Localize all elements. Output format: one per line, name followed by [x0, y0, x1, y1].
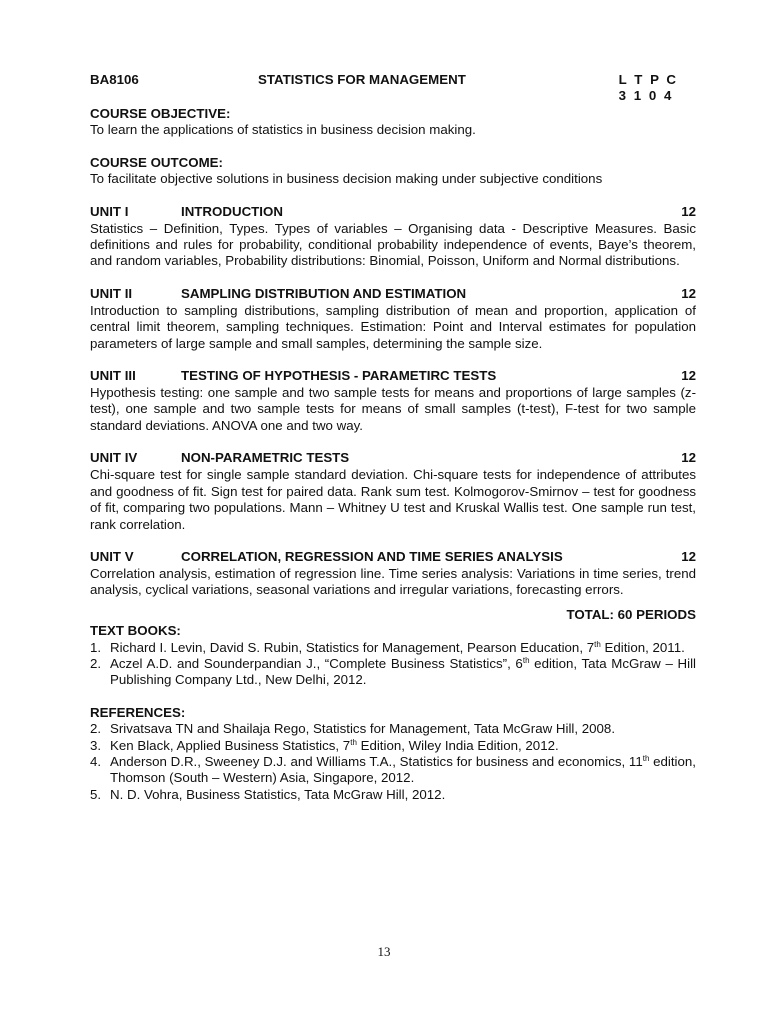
list-item: 5. N. D. Vohra, Business Statistics, Tata McGraw Hill, 2012. [90, 786, 446, 802]
syllabus-page [90, 72, 696, 803]
references [90, 705, 696, 803]
textbooks-heading: TEXT BOOKS: [90, 623, 181, 639]
unit-number: UNIT II [90, 285, 133, 301]
unit-text: Chi-square test for single sample standard deviation. Chi-square tests for independence of attributes and goodness of fit. Sign test for paired data. Rank sum test. Kolmogorov-Smirnov – test for goodness of fit, comparing two populations. Mann – Whitney U test and Kruskal Wallis test. One sample run test, rank correlation. [90, 467, 696, 532]
page-number: 13 [377, 944, 391, 959]
ltpc-block [619, 72, 678, 105]
textbooks-list [90, 640, 696, 689]
outcome-heading: COURSE OUTCOME: [90, 154, 223, 170]
ltpc-values: 3 1 0 4 [618, 88, 674, 104]
unit-heading [90, 286, 696, 303]
unit-name: NON-PARAMETRIC TESTS [181, 450, 350, 466]
unit-1 [90, 204, 696, 270]
list-item: 2. Aczel A.D. and Sounderpandian J., “Complete Business Statistics”, 6th edition, Tata McGraw – Hill Publishing Company Ltd., New Delhi, 2012. [90, 655, 696, 688]
unit-2 [90, 286, 696, 352]
unit-hours: 12 [681, 548, 696, 564]
unit-number: UNIT III [90, 368, 136, 384]
course-title: STATISTICS FOR MANAGEMENT [258, 72, 466, 87]
unit-hours: 12 [681, 368, 696, 384]
unit-hours: 12 [681, 285, 696, 301]
objective-text: To learn the applications of statistics in business decision making. [90, 122, 476, 138]
unit-name: CORRELATION, REGRESSION AND TIME SERIES ANALYSIS [181, 548, 563, 564]
unit-heading [90, 368, 696, 385]
unit-heading [90, 204, 696, 221]
course-header [90, 72, 696, 106]
unit-name: SAMPLING DISTRIBUTION AND ESTIMATION [181, 285, 467, 301]
outcome-text: To facilitate objective solutions in business decision making under subjective conditions [90, 171, 603, 187]
list-item: 4. Anderson D.R., Sweeney D.J. and Williams T.A., Statistics for business and economics, 11th edition, Thomson (South – Western) Asia, Singapore, 2012. [90, 753, 696, 786]
unit-3 [90, 368, 696, 434]
objective-heading: COURSE OBJECTIVE: [90, 106, 231, 121]
list-item: 2. Srivatsava TN and Shailaja Rego, Statistics for Management, Tata McGraw Hill, 2008. [90, 721, 616, 737]
unit-name: INTRODUCTION [181, 203, 283, 219]
unit-4 [90, 450, 696, 533]
unit-text: Statistics – Definition, Types. Types of variables – Organising data - Descriptive Measures. Basic definitions and rules for probability, conditional probability independence of events, Baye’s theorem, and random variables, Probability distributions: Binomial, Poisson, Uniform and Normal distributions. [90, 220, 696, 269]
unit-hours: 12 [681, 450, 696, 466]
unit-name: TESTING OF HYPOTHESIS - PARAMETIRC TESTS [181, 368, 497, 384]
unit-number: UNIT I [90, 203, 129, 219]
references-heading: REFERENCES: [90, 704, 186, 720]
ltpc-label: L T P C [618, 72, 678, 87]
course-outcome [90, 155, 696, 188]
unit-text: Hypothesis testing: one sample and two sample tests for means and proportions of large samples (z-test), one sample and two sample tests for means of small samples (t-test), F-test for two sample standard deviations. ANOVA one and two way. [90, 385, 696, 433]
total-periods: TOTAL: 60 PERIODS [566, 606, 696, 622]
list-item: 1. Richard I. Levin, David S. Rubin, Statistics for Management, Pearson Education, 7th Edition, 2011. [90, 639, 685, 655]
course-objective [90, 106, 696, 139]
unit-text: Correlation analysis, estimation of regression line. Time series analysis: Variations in time series, trend analysis, cyclical variations, seasonal variations and irregular variations, forecasting errors. [90, 565, 696, 598]
unit-heading [90, 549, 696, 566]
unit-hours: 12 [681, 203, 696, 219]
unit-text: Introduction to sampling distributions, sampling distribution of mean and proportion, application of central limit theorem, sampling techniques. Estimation: Point and Interval estimates for population parameters of large sample and small samples, determining the sample size. [90, 302, 696, 351]
course-code: BA8106 [90, 72, 139, 87]
unit-heading [90, 450, 696, 467]
references-list [90, 721, 696, 803]
text-books [90, 623, 696, 689]
unit-5 [90, 549, 696, 599]
unit-number: UNIT IV [90, 450, 138, 466]
list-item: 3. Ken Black, Applied Business Statistics, 7th Edition, Wiley India Edition, 2012. [90, 737, 559, 753]
unit-number: UNIT V [90, 548, 134, 564]
